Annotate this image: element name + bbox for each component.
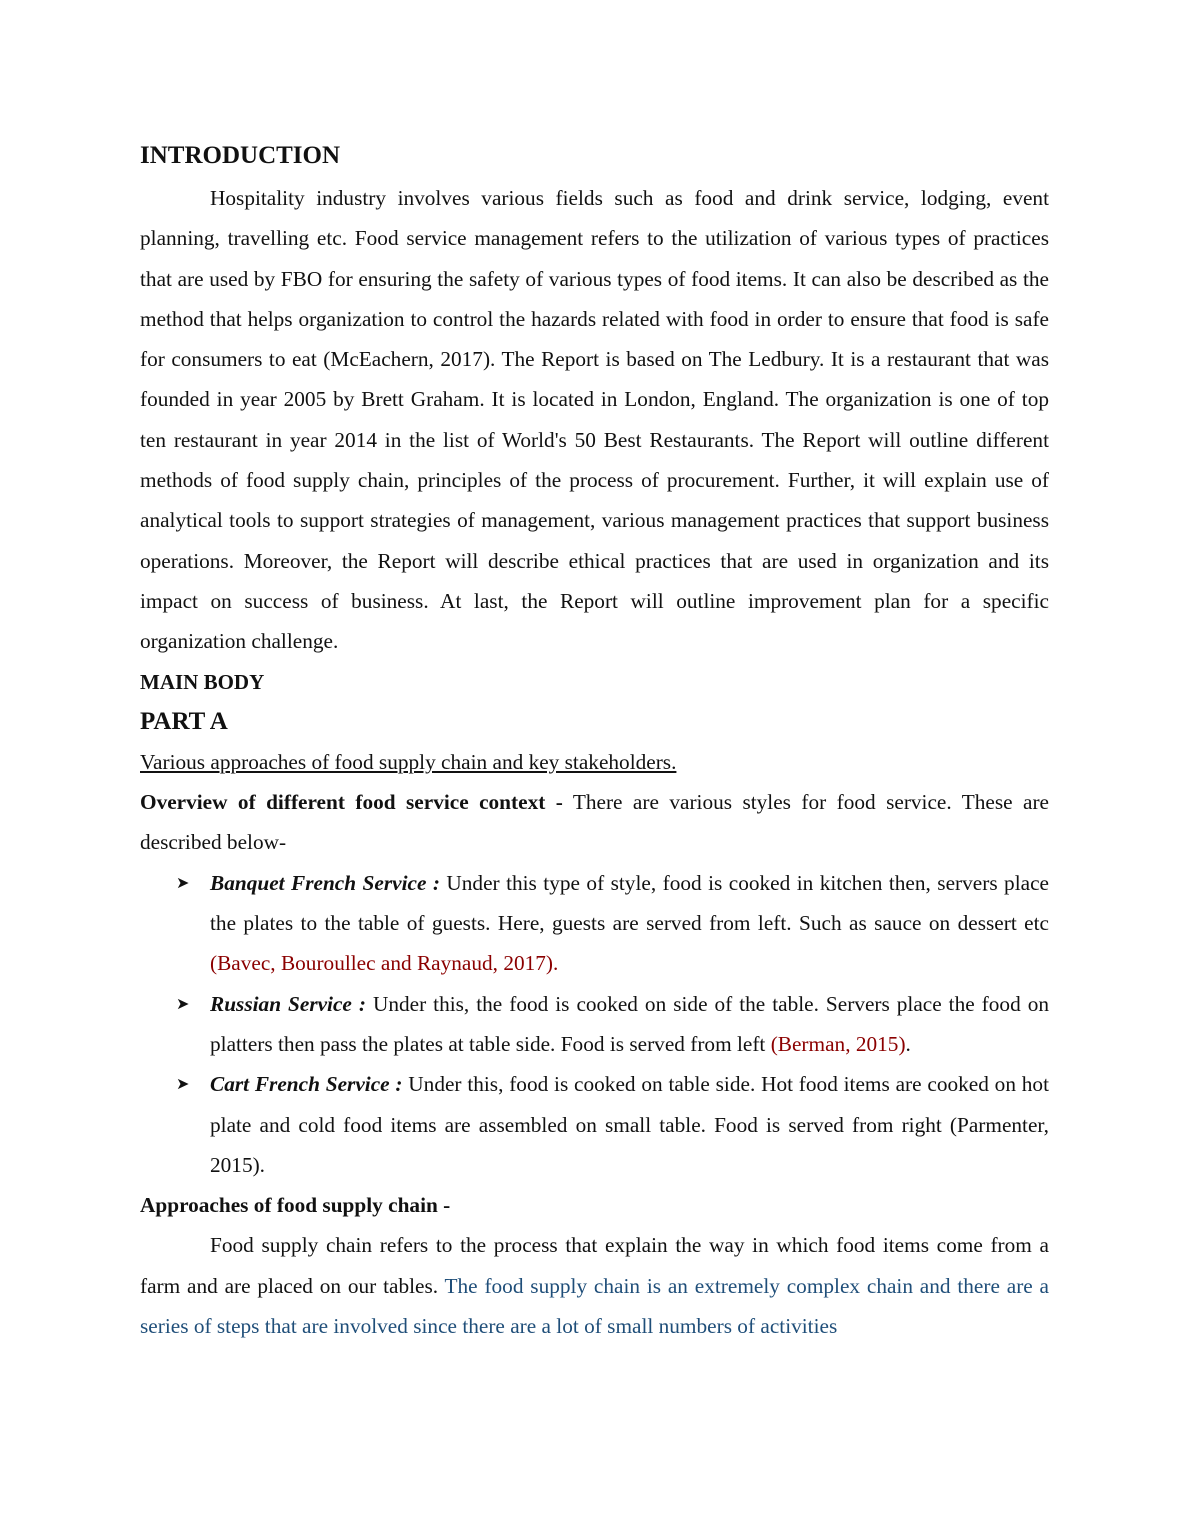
arrowhead-bullet-icon: ➤: [176, 993, 190, 1013]
service-term: Cart French Service :: [210, 1072, 403, 1097]
service-text: Under this type of style, food is cooked in kitchen then, servers place the plates to the table of guests. Here, guests are served from left. Such as sauce on dessert etc: [210, 870, 1049, 936]
approaches-text: Food supply chain refers to the process that explain the way in which food items come from a farm and are placed on our tables.: [140, 1233, 1049, 1298]
approaches-highlight: The food supply chain is an extremely complex chain and there are a series of steps that are involved since there are a lot of small numbers of activities: [140, 1273, 1049, 1339]
approaches-heading: Approaches of food supply chain -: [140, 1193, 451, 1218]
citation: (Bavec, Bouroullec and Raynaud, 2017).: [210, 951, 559, 976]
list-item: [140, 984, 1049, 1065]
intro-paragraph: Hospitality industry involves various fields such as food and drink service, lodging, event planning, travelling etc. Food service management refers to the utilization of various types of practices that are used by FBO for ensuring the safety of various types of food items. It can also be described as the method that helps organization to control the hazards related with food in order to ensure that food is safe for consumers to eat (McEachern, 2017). The Report is based on The Ledbury. It is a restaurant that was founded in year 2005 by Brett Graham. It is located in London, England. The organization is one of top ten restaurant in year 2014 in the list of World's 50 Best Restaurants. The Report will outline different methods of food supply chain, principles of the process of procurement. Further, it will explain use of analytical tools to support strategies of management, various management practices that support business operations. Moreover, the Report will describe ethical practices that are used in organization and its impact on success of business. At last, the Report will outline improvement plan for a specific organization challenge.: [140, 186, 1049, 654]
list-item: [140, 1064, 1049, 1185]
arrowhead-bullet-icon: ➤: [176, 1074, 190, 1094]
citation: (Berman, 2015): [770, 1031, 906, 1056]
service-term: Banquet French Service :: [210, 870, 440, 895]
main-body-heading: MAIN BODY: [140, 669, 265, 694]
part-a-heading: PART A: [140, 707, 228, 735]
section-subheading: Various approaches of food supply chain and key stakeholders.: [140, 749, 677, 774]
service-styles-list: [140, 863, 1049, 1185]
service-term: Russian Service :: [210, 991, 366, 1016]
arrowhead-bullet-icon: ➤: [176, 872, 190, 892]
intro-heading: INTRODUCTION: [140, 142, 341, 169]
overview-paragraph: [140, 782, 1049, 863]
service-tail: .: [905, 1031, 911, 1056]
list-item: [140, 863, 1049, 984]
approaches-paragraph: [140, 1225, 1049, 1346]
service-text: Under this, the food is cooked on side of the table. Servers place the food on platters then pass the plates at table side. Food is served from left: [210, 991, 1050, 1056]
service-text: Under this, food is cooked on table side. Hot food items are cooked on hot plate and cold food items are assembled on small table. Food is served from right (Parmenter, 2015).: [210, 1072, 1049, 1177]
overview-lead: Overview of different food service context -: [140, 790, 563, 815]
overview-text: There are various styles for food service. These are described below-: [140, 790, 1049, 855]
document-page: [140, 138, 1049, 1346]
